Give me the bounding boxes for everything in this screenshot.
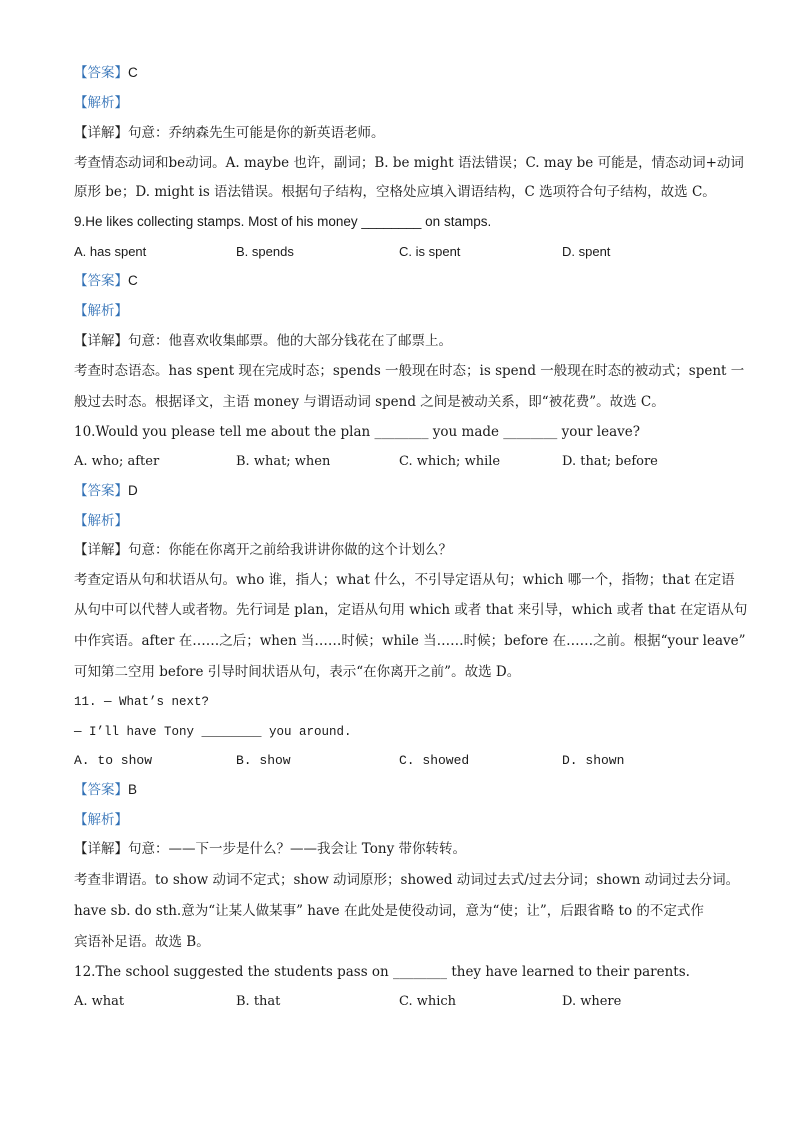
q12-option-c: C. which: [399, 994, 457, 1009]
q9-explanation-1: 考查时态语态。has spent 现在完成时态；spends 一般现在时态；is spend 一般现在时态的被动式；spent 一: [74, 363, 745, 379]
q11-option-a: A. to show: [74, 753, 153, 768]
q10-option-c: C. which; while: [399, 454, 501, 469]
q11-meaning: 句意：——下一步是什么？——我会让 Tony 带你转转。: [128, 841, 466, 857]
q12-question: 12.The school suggested the students pass on ________ they have learned to their parents.: [74, 964, 690, 980]
q10-analysis-label: 【解析】: [74, 513, 128, 529]
q9-answer: C: [128, 273, 138, 288]
q9-option-b: B. spends: [236, 244, 294, 259]
q10-option-d: D. that; before: [562, 454, 658, 469]
q10-detail-line: [74, 541, 452, 559]
q10-answer: D: [128, 483, 138, 498]
q10-option-b: B. what; when: [236, 454, 331, 469]
q11-explanation-2: have sb. do sth.意为“让某人做某事” have 在此处是使役动词，意为“使；让”，后跟省略 to 的不定式作: [74, 903, 704, 919]
q11-explanation-1: 考查非谓语。to show 动词不定式；show 动词原形；showed 动词过去式/过去分词；shown 动词过去分词。: [74, 872, 740, 888]
q10-answer-line: [74, 482, 138, 500]
q9-explanation-2: 般过去时态。根据译文，主语 money 与谓语动词 spend 之间是被动关系，即“被花费”。故选 C。: [74, 394, 665, 410]
detail-label: 【详解】: [74, 333, 128, 349]
q11-answer-line: [74, 781, 137, 799]
q12-option-a: A. what: [74, 994, 125, 1009]
q9-question: 9.He likes collecting stamps. Most of his money ________ on stamps.: [74, 214, 492, 229]
q11-question-1: 11. — What’s next?: [74, 695, 210, 709]
q11-detail-line: [74, 840, 466, 858]
q10-option-a: A. who; after: [74, 454, 160, 469]
q8-meaning: 句意：乔纳森先生可能是你的新英语老师。: [128, 125, 385, 141]
q10-options: [74, 453, 734, 471]
q9-analysis-label: 【解析】: [74, 303, 128, 319]
q12-option-b: B. that: [236, 994, 281, 1009]
answer-label: 【答案】: [74, 782, 128, 797]
q8-answer: C: [128, 65, 138, 80]
q10-meaning: 句意：你能在你离开之前给我讲讲你做的这个计划么？: [128, 542, 452, 558]
detail-label: 【详解】: [74, 841, 128, 857]
q8-explanation-2: 原形 be；D. might is 语法错误。根据句子结构，空格处应填入谓语结构，C 选项符合句子结构，故选 C。: [74, 184, 716, 200]
q9-options: [74, 243, 734, 261]
answer-label: 【答案】: [74, 273, 128, 288]
q9-option-c: C. is spent: [399, 244, 461, 259]
q11-option-b: B. show: [236, 753, 291, 768]
q10-explanation-2: 从句中可以代替人或者物。先行词是 plan，定语从句用 which 或者 that 来引导，which 或者 that 在定语从句: [74, 602, 748, 618]
q9-option-a: A. has spent: [74, 244, 147, 259]
answer-label: 【答案】: [74, 65, 128, 80]
q10-explanation-4: 可知第二空用 before 引导时间状语从句，表示“在你离开之前”。故选 D。: [74, 664, 521, 680]
q8-analysis-label: 【解析】: [74, 95, 128, 111]
q8-detail-line: [74, 124, 385, 142]
q11-options: [74, 752, 734, 770]
q8-explanation-1: 考查情态动词和be动词。A. maybe 也许，副词；B. be might 语法错误；C. may be 可能是，情态动词+动词: [74, 155, 744, 171]
q9-option-d: D. spent: [562, 244, 611, 259]
detail-label: 【详解】: [74, 125, 128, 141]
q12-options: [74, 993, 734, 1011]
q11-option-d: D. shown: [562, 753, 625, 768]
q9-answer-line: [74, 272, 138, 290]
q12-option-d: D. where: [562, 994, 622, 1009]
q11-question-2: — I’ll have Tony ________ you around.: [74, 725, 352, 739]
q11-explanation-3: 宾语补足语。故选 B。: [74, 934, 210, 950]
detail-label: 【详解】: [74, 542, 128, 558]
q10-explanation-1: 考查定语从句和状语从句。who 谁，指人；what 什么，不引导定语从句；which 哪一个，指物；that 在定语: [74, 572, 735, 588]
q11-option-c: C. showed: [399, 753, 470, 768]
q11-answer: B: [128, 782, 138, 797]
q10-explanation-3: 中作宾语。after 在……之后；when 当……时候；while 当……时候；before 在……之前。根据“your leave”: [74, 633, 746, 649]
answer-label: 【答案】: [74, 483, 128, 498]
q9-detail-line: [74, 332, 452, 350]
q10-question: 10.Would you please tell me about the plan ________ you made ________ your leave?: [74, 424, 640, 440]
q11-analysis-label: 【解析】: [74, 812, 128, 828]
q8-answer-line: [74, 64, 138, 82]
q9-meaning: 句意：他喜欢收集邮票。他的大部分钱花在了邮票上。: [128, 333, 452, 349]
